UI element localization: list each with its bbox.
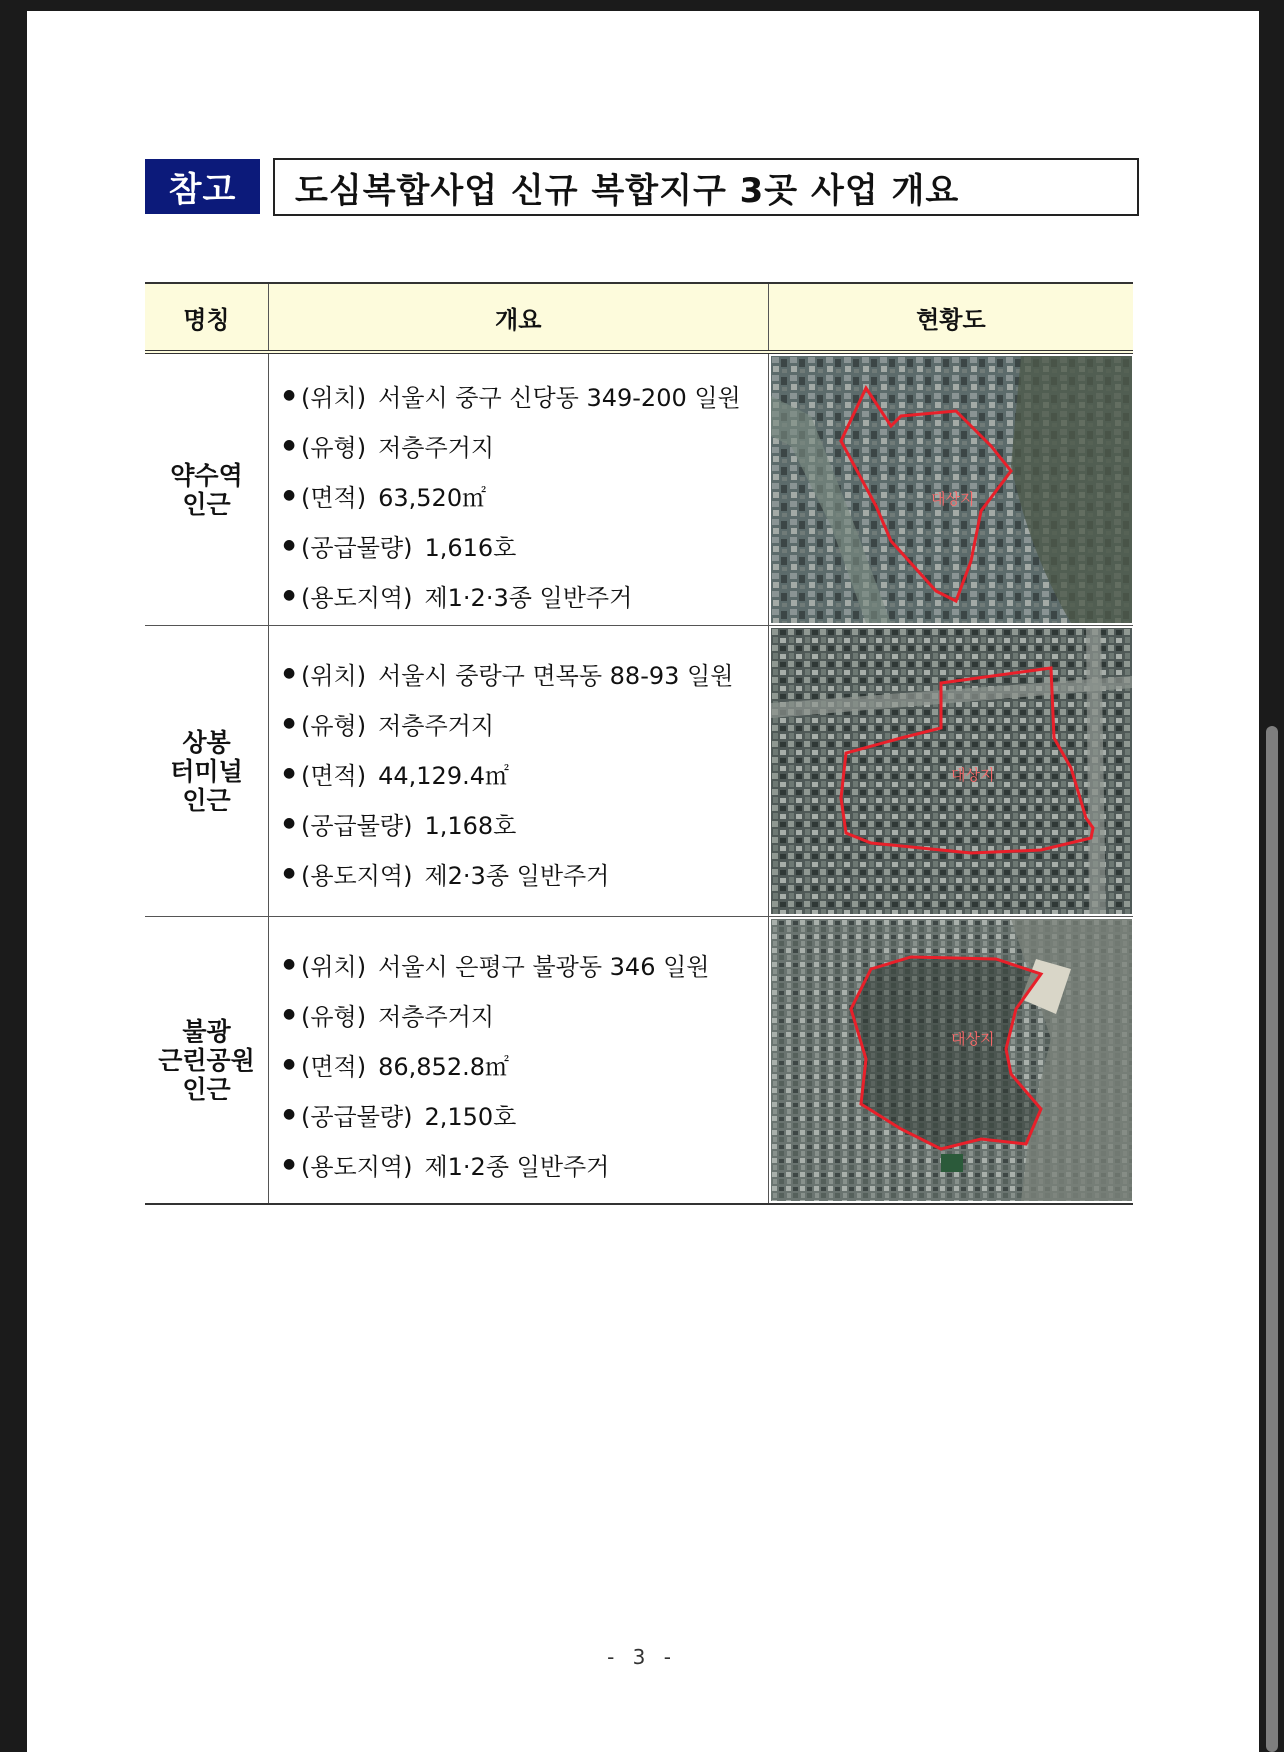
header-overview: 개요: [268, 284, 768, 350]
aerial-map-image: [771, 919, 1132, 1201]
district-name: 상봉 터미널 인근: [170, 727, 243, 815]
map-label: 대상지: [931, 490, 975, 508]
aerial-map: [768, 626, 1133, 916]
overview-list: [268, 626, 768, 916]
aerial-map-image: [771, 356, 1132, 623]
page-title-text: 도심복합사업 신규 복합지구 3곳 사업 개요: [295, 170, 960, 211]
scrollbar-thumb[interactable]: [1266, 726, 1278, 1752]
overview-list: [268, 354, 768, 625]
aerial-map: [768, 354, 1133, 625]
district-summary-table: [145, 282, 1133, 1205]
list-item: ● (유형) 저층주거지: [283, 711, 495, 740]
list-item: ● (면적) 63,520㎡: [283, 483, 487, 512]
table-header-row: [145, 282, 1133, 354]
list-item: ● (면적) 44,129.4㎡: [283, 761, 509, 790]
table-row: [145, 354, 1133, 626]
list-item: ● (공급물량) 2,150호: [283, 1102, 517, 1131]
list-item: ● (면적) 86,852.8㎡: [283, 1052, 509, 1081]
overview-list: [268, 917, 768, 1203]
table-row: [145, 626, 1133, 917]
list-item: ● (공급물량) 1,168호: [283, 811, 517, 840]
reference-badge: 참고: [145, 159, 260, 214]
list-item: ● (유형) 저층주거지: [283, 1002, 495, 1031]
list-item: ● (용도지역) 제2·3종 일반주거: [283, 861, 610, 890]
page-title: [273, 158, 1139, 216]
page-number: - 3 -: [607, 1645, 677, 1669]
list-item: ● (공급물량) 1,616호: [283, 533, 517, 562]
aerial-map: [768, 917, 1133, 1203]
map-label: 대상지: [951, 766, 995, 784]
map-label: 대상지: [951, 1030, 995, 1048]
scrollbar[interactable]: [1259, 0, 1284, 1752]
header-name: 명칭: [183, 305, 230, 334]
aerial-map-image: [771, 628, 1132, 914]
list-item: ● (위치) 서울시 중랑구 면목동 88-93 일원: [283, 661, 734, 690]
district-name: 약수역 인근: [170, 460, 243, 519]
header-status-map: 현황도: [768, 284, 1133, 350]
list-item: ● (위치) 서울시 은평구 불광동 346 일원: [283, 952, 710, 981]
district-name: 불광 근린공원 인근: [158, 1016, 255, 1104]
list-item: ● (유형) 저층주거지: [283, 433, 495, 462]
table-row: [145, 917, 1133, 1205]
list-item: ● (용도지역) 제1·2종 일반주거: [283, 1152, 610, 1181]
list-item: ● (용도지역) 제1·2·3종 일반주거: [283, 583, 633, 612]
list-item: ● (위치) 서울시 중구 신당동 349-200 일원: [283, 383, 741, 412]
